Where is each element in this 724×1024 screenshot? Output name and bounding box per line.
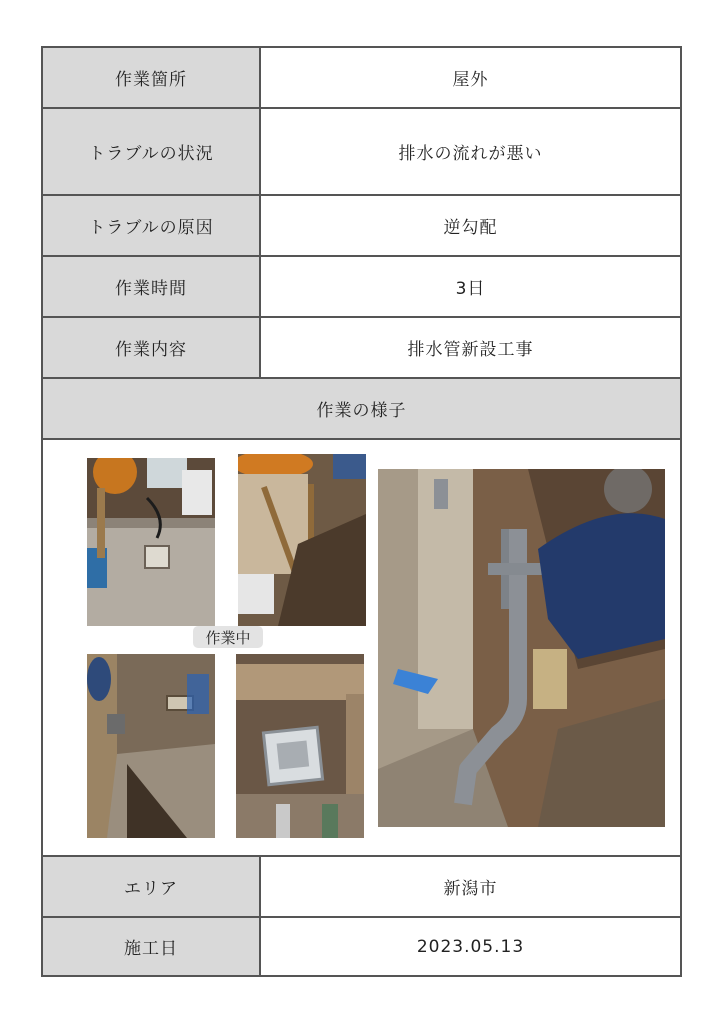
row-work-content <box>41 316 682 377</box>
in-progress-badge: 作業中 <box>193 626 263 648</box>
photo-site-before <box>87 458 215 626</box>
photo-debris <box>87 654 215 838</box>
work-time-label: 作業時間 <box>43 257 261 316</box>
work-content-label: 作業内容 <box>43 318 261 377</box>
row-trouble-cause <box>41 194 682 255</box>
photo-inspection-box <box>236 654 364 838</box>
construction-date-value: 2023.05.13 <box>261 918 680 975</box>
work-content-value: 排水管新設工事 <box>261 318 680 377</box>
trouble-status-label: トラブルの状況 <box>43 109 261 194</box>
row-work-time <box>41 255 682 316</box>
work-location-label: 作業箇所 <box>43 48 261 107</box>
photo-area <box>43 440 680 855</box>
row-photos <box>41 438 682 855</box>
area-value: 新潟市 <box>261 857 680 916</box>
section-title: 作業の様子 <box>43 379 680 438</box>
trouble-cause-value: 逆勾配 <box>261 196 680 255</box>
work-location-value: 屋外 <box>261 48 680 107</box>
trouble-status-value: 排水の流れが悪い <box>261 109 680 194</box>
report-sheet <box>41 46 682 977</box>
row-construction-date <box>41 916 682 977</box>
row-area <box>41 855 682 916</box>
photo-pipe-installation <box>378 469 665 827</box>
area-label: エリア <box>43 857 261 916</box>
photo-trench-dig <box>238 454 366 626</box>
row-work-location <box>41 46 682 107</box>
construction-date-label: 施工日 <box>43 918 261 975</box>
row-section-title <box>41 377 682 438</box>
work-time-value: 3日 <box>261 257 680 316</box>
row-trouble-status <box>41 107 682 194</box>
trouble-cause-label: トラブルの原因 <box>43 196 261 255</box>
